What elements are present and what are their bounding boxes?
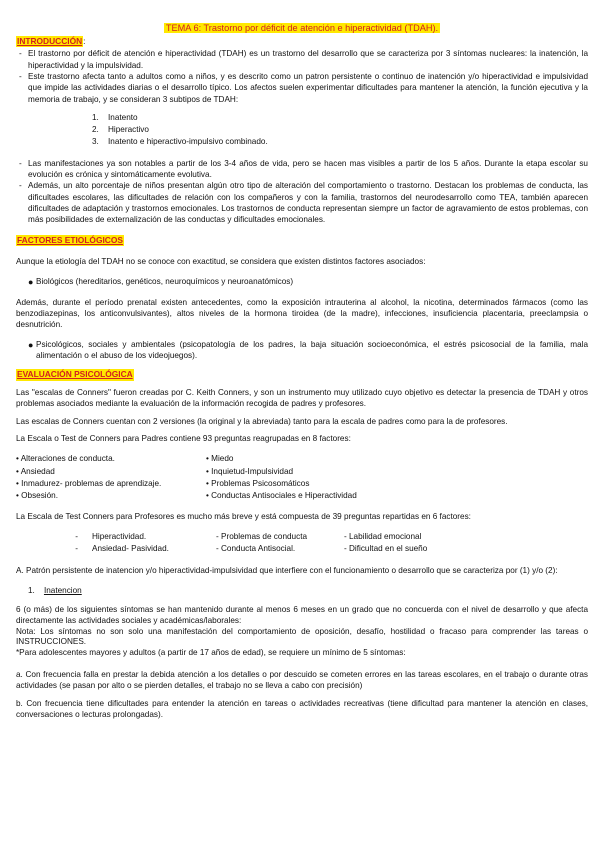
evaluacion-paragraph-3: La Escala o Test de Conners para Padres contiene 93 preguntas reagrupadas en 8 factores: [16,433,351,443]
intro-dash-2: - Este trastorno afecta tanto a adultos como a niños, y es descrito como un patron persistente o continuo de inatención y/o hiperactividad e impulsividad que impide las actividades diarias o el desarrollo típico. Los afectos suelen experimentar dificultades para mantener la atención, la función ejecutiva y la memoria de trabajo, y se consideran 3 subtipos de TDAH: [16,71,588,105]
list-item: 3. Inatento e hiperactivo-impulsivo combinado. [92,137,268,147]
adolescentes-note: *Para adolescentes mayores y adultos (a partir de 17 años de edad), se requiere un mínimo de 5 síntomas: [16,648,406,658]
factores-heading: FACTORES ETIOLÓGICOS [17,234,123,245]
list-item: • Inquietud-Impulsividad [206,466,294,476]
list-item: • Ansiedad [16,466,55,476]
evaluacion-paragraph-4: La Escala de Test Conners para Profesores es mucho más breve y está compuesta de 39 preguntas repartidas en 6 factores: [16,512,471,522]
list-item: • Inmadurez- problemas de aprendizaje. [16,478,162,488]
document-title: TEMA 6: Trastorno por déficit de atención e hiperactividad (TDAH). [165,23,439,33]
evaluacion-heading-row [16,369,588,381]
list-item: - Labilidad emocional [344,531,422,541]
list-item: • Miedo [206,454,234,464]
list-item: - Problemas de conducta [216,531,308,541]
list-item: - Conducta Antisocial. [216,544,296,554]
bullet-icon: ● [28,339,34,350]
subtype-list [16,112,588,149]
list-item: • Problemas Psicosomáticos [206,478,310,488]
nota: Nota: Los síntomas no son solo una manifestación del comportamiento de oposición, desafío, hostilidad o fracaso para comprender las tareas o INSTRUCCIONES. [16,626,588,647]
list-item: 1. Inatento [92,112,138,122]
intro-dash-1: - El trastorno por déficit de atención e hiperactividad (TDAH) es un trastorno del desarrollo que se caracteriza por 3 síntomas nucleares: la inatención, la hiperactividad y la impulsividad. [16,48,588,71]
inatencion-item: 1. Inatencion [28,585,82,595]
list-item: 2. Hiperactivo [92,125,149,135]
symptom-b: b. Con frecuencia tiene dificultades para entender la atención en tareas o actividades recreativas (tiene dificultad para mantener la atención en clases, conversaciones o lecturas prolongadas). [16,698,588,720]
intro-heading: INTRODUCCIÓN [17,35,83,46]
intro-dash-4: - Además, un alto porcentaje de niños presentan algún otro tipo de alteración del comportamiento o trastorno. Destacan los problemas de conducta, las dificultades escolares, las dificultades de relación con los compañeros y con la familia, trastornos del neurodesarrollo como TEA, también aparecen dificultades de adaptación y trastornos emocionales. Los trastornos de conducta representan siempre un factor de agravamiento de estos problemas, con más posibilidades de externalización de las conductas y dificultades emocionales. [16,180,588,225]
list-item: - [75,544,78,554]
list-item: • Alteraciones de conducta. [16,454,115,464]
factores-paragraph-1: Aunque la etiología del TDAH no se conoce con exactitud, se considera que existen distintos factores asociados: [16,257,426,267]
padres-factors-grid [16,453,588,502]
evaluacion-paragraph-5: 6 (o más) de los siguientes síntomas se han mantenido durante al menos 6 meses en un grado que no concuerda con el nivel de desarrollo y que afecta directamente las actividades sociales y académicas/laborales: [16,604,588,625]
list-item: - Dificultad en el sueño [344,544,428,554]
list-item: • Conductas Antisociales e Hiperactividad [206,491,357,501]
document-page [16,22,588,720]
profesores-factors-grid [16,531,588,556]
symptom-a: a. Con frecuencia falla en prestar la debida atención a los detalles o por descuido se cometen errores en las tareas escolares, en el trabajo o durante otras actividades (se pasan por alto o se pierden detalles, el trabajo no se lleva a cabo con precisión) [16,670,588,691]
list-item: Ansiedad- Pasividad. [92,544,169,554]
intro-dash-3: - Las manifestaciones ya son notables a partir de los 3-4 años de vida, pero se hacen mas visibles a partir de los 5 años. Durante la etapa escolar su evolución es crónica y sintomáticamente evolutiva. [16,158,588,181]
factores-bullet-biologicos: ● Biológicos (hereditarios, genéticos, neuroquímicos y neuroanatómicos) [28,276,294,287]
evaluacion-heading: EVALUACIÓN PSICOLÓGICA [17,369,133,380]
evaluacion-paragraph-1: Las "escalas de Conners" fueron creadas por C. Keith Conners, y son un instrumento muy utilizado cuyo objetivo es detectar la presencia de TDAH y otros problemas asociados mediante la evaluación de la información recogida de padres y profesores. [16,387,588,409]
bullet-icon: ● [28,276,34,287]
criterion-a: A. Patrón persistente de inatencion y/o hiperactividad-impulsividad que interfiere con el funcionamiento o desarrollo que se caracteriza por (1) y/o (2): [16,566,558,576]
factores-paragraph-2: Además, durante el período prenatal existen antecedentes, como la exposición intrauterina al alcohol, la nicotina, determinados fármacos (como las benzodiazepinas, los anticonvulsivantes), altos niveles de la hormona tiroidea (de la madre), infecciones, insuficiencia placentaria, preeclampsia o desnutrición. [16,297,588,330]
factores-bullet-psicologicos: ● Psicológicos, sociales y ambientales (psicopatología de los padres, la baja situación socioeconómica, el estrés psicosocial de la familia, mala alimentación o el abuso de los videojuegos). [28,339,588,361]
intro-heading-row: INTRODUCCIÓN: [17,35,86,46]
list-item: Hiperactividad. [92,531,147,541]
inatencion-label: Inatencion [43,585,82,595]
evaluacion-paragraph-2: Las escalas de Conners cuentan con 2 versiones (la original y la abreviada) tanto para la escala de padres como para la de profesores. [16,416,508,426]
factores-heading-row [16,235,588,247]
list-item: • Obsesión. [16,491,59,501]
list-item: - [75,531,78,541]
